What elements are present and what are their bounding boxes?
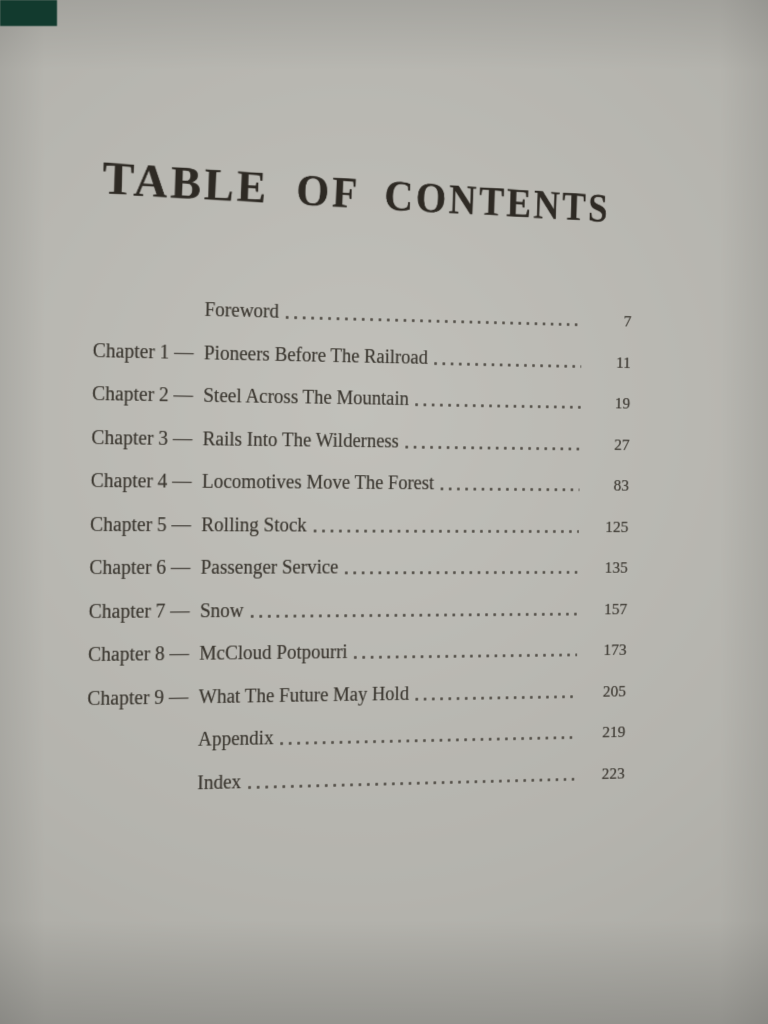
toc-row (88, 639, 627, 667)
toc-page-number: 157 (603, 598, 628, 618)
toc-chapter-label (86, 789, 197, 792)
toc-entry-title: Rolling Stock (201, 513, 307, 536)
toc-row (91, 427, 630, 456)
toc-chapter-label (87, 746, 198, 748)
dot-leader (439, 486, 579, 492)
toc-chapter-label: Chapter 1 — (92, 339, 194, 364)
toc-page-number: 223 (601, 762, 625, 783)
dot-leader (249, 611, 577, 618)
dot-leader (344, 570, 578, 575)
toc-page-number: 173 (603, 639, 627, 659)
dot-leader (353, 653, 577, 660)
toc-entry-title: Rails Into The Wilderness (202, 427, 400, 452)
dot-leader (312, 528, 579, 533)
dot-leader (414, 694, 576, 701)
page-title: TABLE OF CONTENTS (101, 152, 611, 231)
toc-list (85, 296, 631, 818)
toc-entry-title: McCloud Potpourri (199, 641, 348, 665)
toc-row (92, 383, 630, 414)
toc-row (93, 340, 631, 374)
dot-leader (279, 735, 576, 746)
toc-page-number: 83 (613, 475, 630, 495)
toc-chapter-label: Chapter 5 — (89, 513, 192, 536)
toc-chapter-label: Chapter 6 — (89, 556, 191, 580)
toc-chapter-label: Chapter 3 — (91, 426, 193, 450)
toc-chapter-label (93, 313, 204, 316)
toc-entry-title: Passenger Service (200, 556, 339, 579)
toc-chapter-label: Chapter 7 — (88, 599, 190, 623)
toc-entry-title: Snow (199, 599, 244, 622)
toc-chapter-label: Chapter 2 — (91, 383, 194, 407)
toc-chapter-label: Chapter 9 — (87, 686, 189, 710)
dot-leader (433, 361, 581, 369)
toc-row (91, 470, 630, 496)
toc-chapter-label: Chapter 8 — (87, 643, 190, 667)
toc-entry-title: Appendix (197, 727, 274, 751)
toc-chapter-label: Chapter 4 — (90, 470, 192, 493)
dot-leader (285, 315, 582, 327)
toc-row (89, 557, 628, 580)
toc-row (90, 514, 629, 538)
toc-row (86, 721, 625, 754)
toc-entry-title: Foreword (204, 299, 280, 323)
toc-entry-title: Pioneers Before The Railroad (203, 342, 428, 369)
dot-leader (404, 444, 580, 451)
toc-row (87, 680, 626, 711)
toc-page-number: 125 (605, 516, 629, 536)
toc-row (93, 296, 631, 332)
toc-page-number: 135 (604, 557, 628, 577)
toc-entry-title: What The Future May Hold (198, 682, 410, 708)
toc-page-number: 205 (602, 680, 627, 700)
toc-row (86, 762, 625, 798)
toc-entry-title: Steel Across The Mountain (203, 385, 409, 410)
toc-page-number: 219 (602, 721, 626, 742)
toc-page-number: 7 (623, 311, 632, 331)
toc-entry-title: Locomotives Move The Forest (201, 470, 435, 495)
toc-entry-title: Index (197, 770, 242, 794)
toc-page-number: 19 (614, 393, 631, 413)
toc-page-number: 27 (614, 434, 630, 454)
toc-page-number: 11 (615, 352, 631, 372)
dot-leader (414, 402, 581, 409)
dot-leader (247, 776, 576, 789)
toc-row (89, 598, 628, 624)
